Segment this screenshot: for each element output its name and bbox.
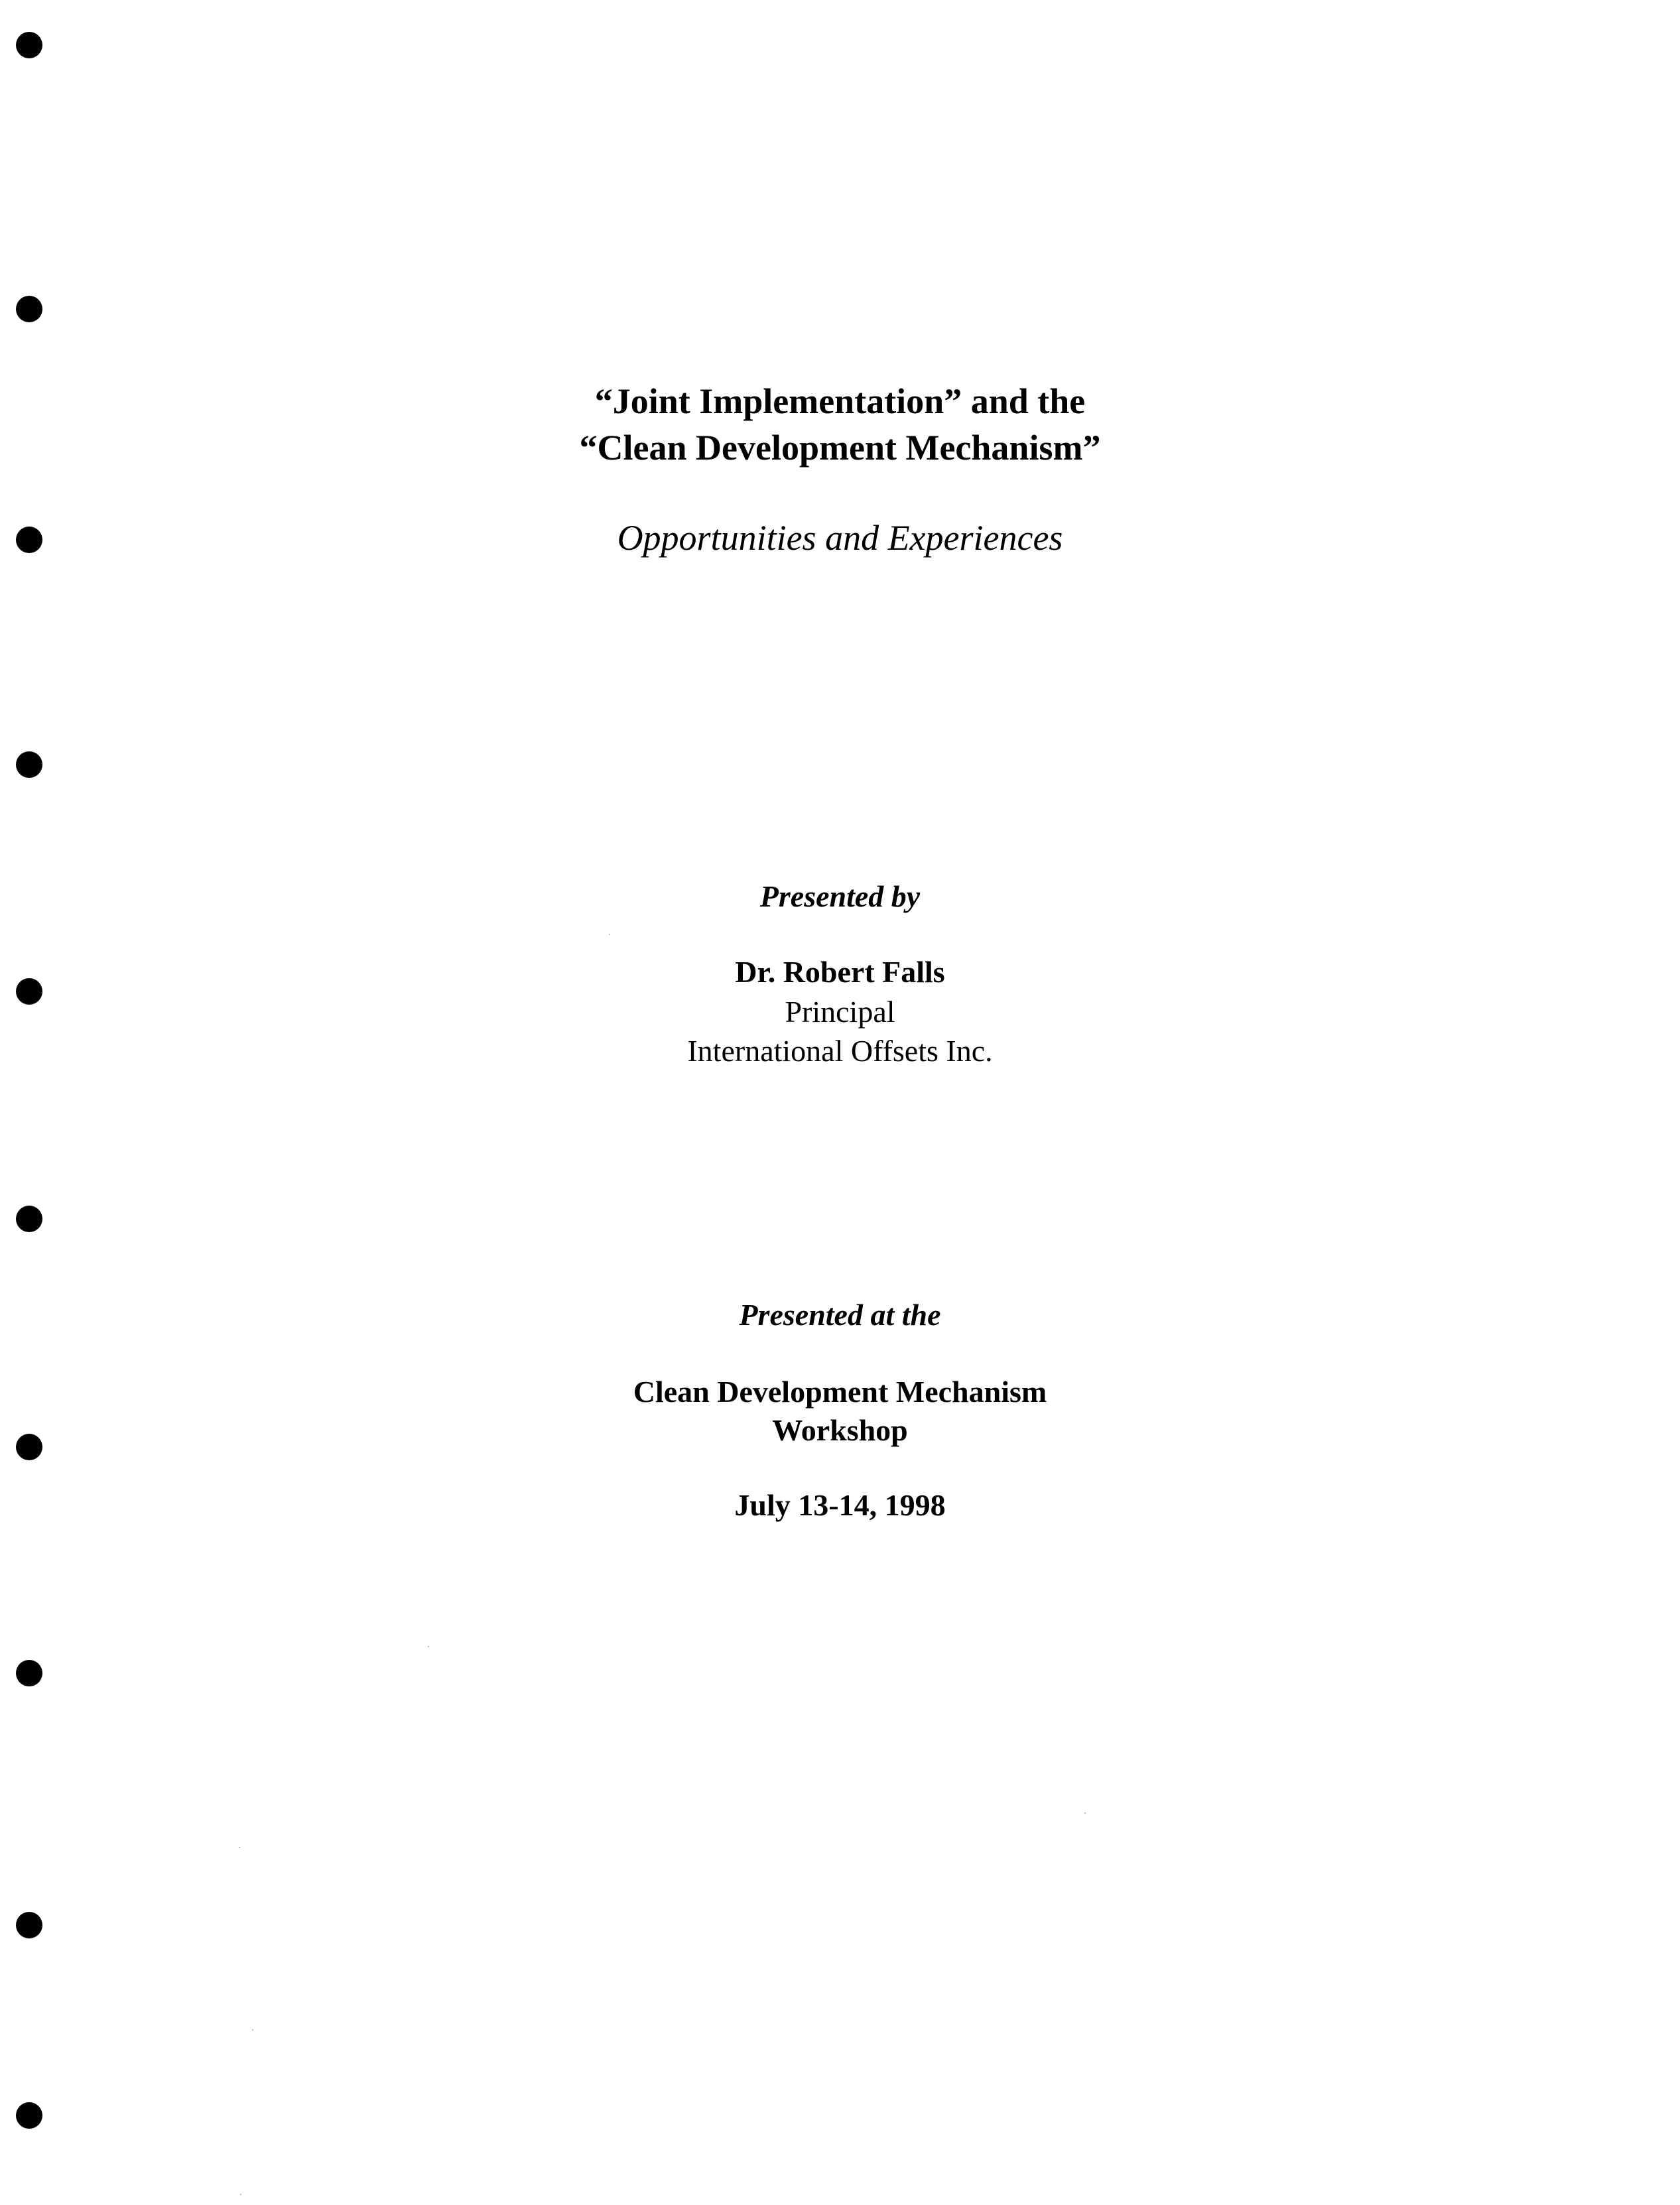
scan-speck [252, 2029, 253, 2031]
punch-hole [16, 1206, 42, 1232]
document-title-line-1: “Joint Implementation” and the [594, 381, 1086, 421]
presented-at-label: Presented at the [739, 1298, 941, 1332]
punch-hole [16, 1912, 42, 1938]
scan-speck [428, 1646, 429, 1647]
presenter-role: Principal [785, 995, 895, 1029]
punch-hole [16, 32, 42, 58]
document-subtitle: Opportunities and Experiences [617, 518, 1063, 558]
punch-hole [16, 2102, 42, 2129]
scan-speck [1084, 1812, 1086, 1814]
event-name-line-1: Clean Development Mechanism [633, 1375, 1047, 1409]
scan-speck [609, 934, 610, 935]
document-title-line-2: “Clean Development Mechanism” [579, 428, 1101, 468]
punch-hole [16, 751, 42, 778]
presenter-organization: International Offsets Inc. [687, 1034, 993, 1068]
event-name-line-2: Workshop [772, 1413, 908, 1447]
punch-hole [16, 1660, 42, 1686]
event-date: July 13-14, 1998 [734, 1488, 946, 1522]
punch-hole [16, 296, 42, 322]
scan-speck [239, 1847, 240, 1848]
scan-speck [240, 2194, 241, 2195]
presented-by-label: Presented by [759, 879, 921, 913]
presenter-name: Dr. Robert Falls [735, 955, 945, 989]
